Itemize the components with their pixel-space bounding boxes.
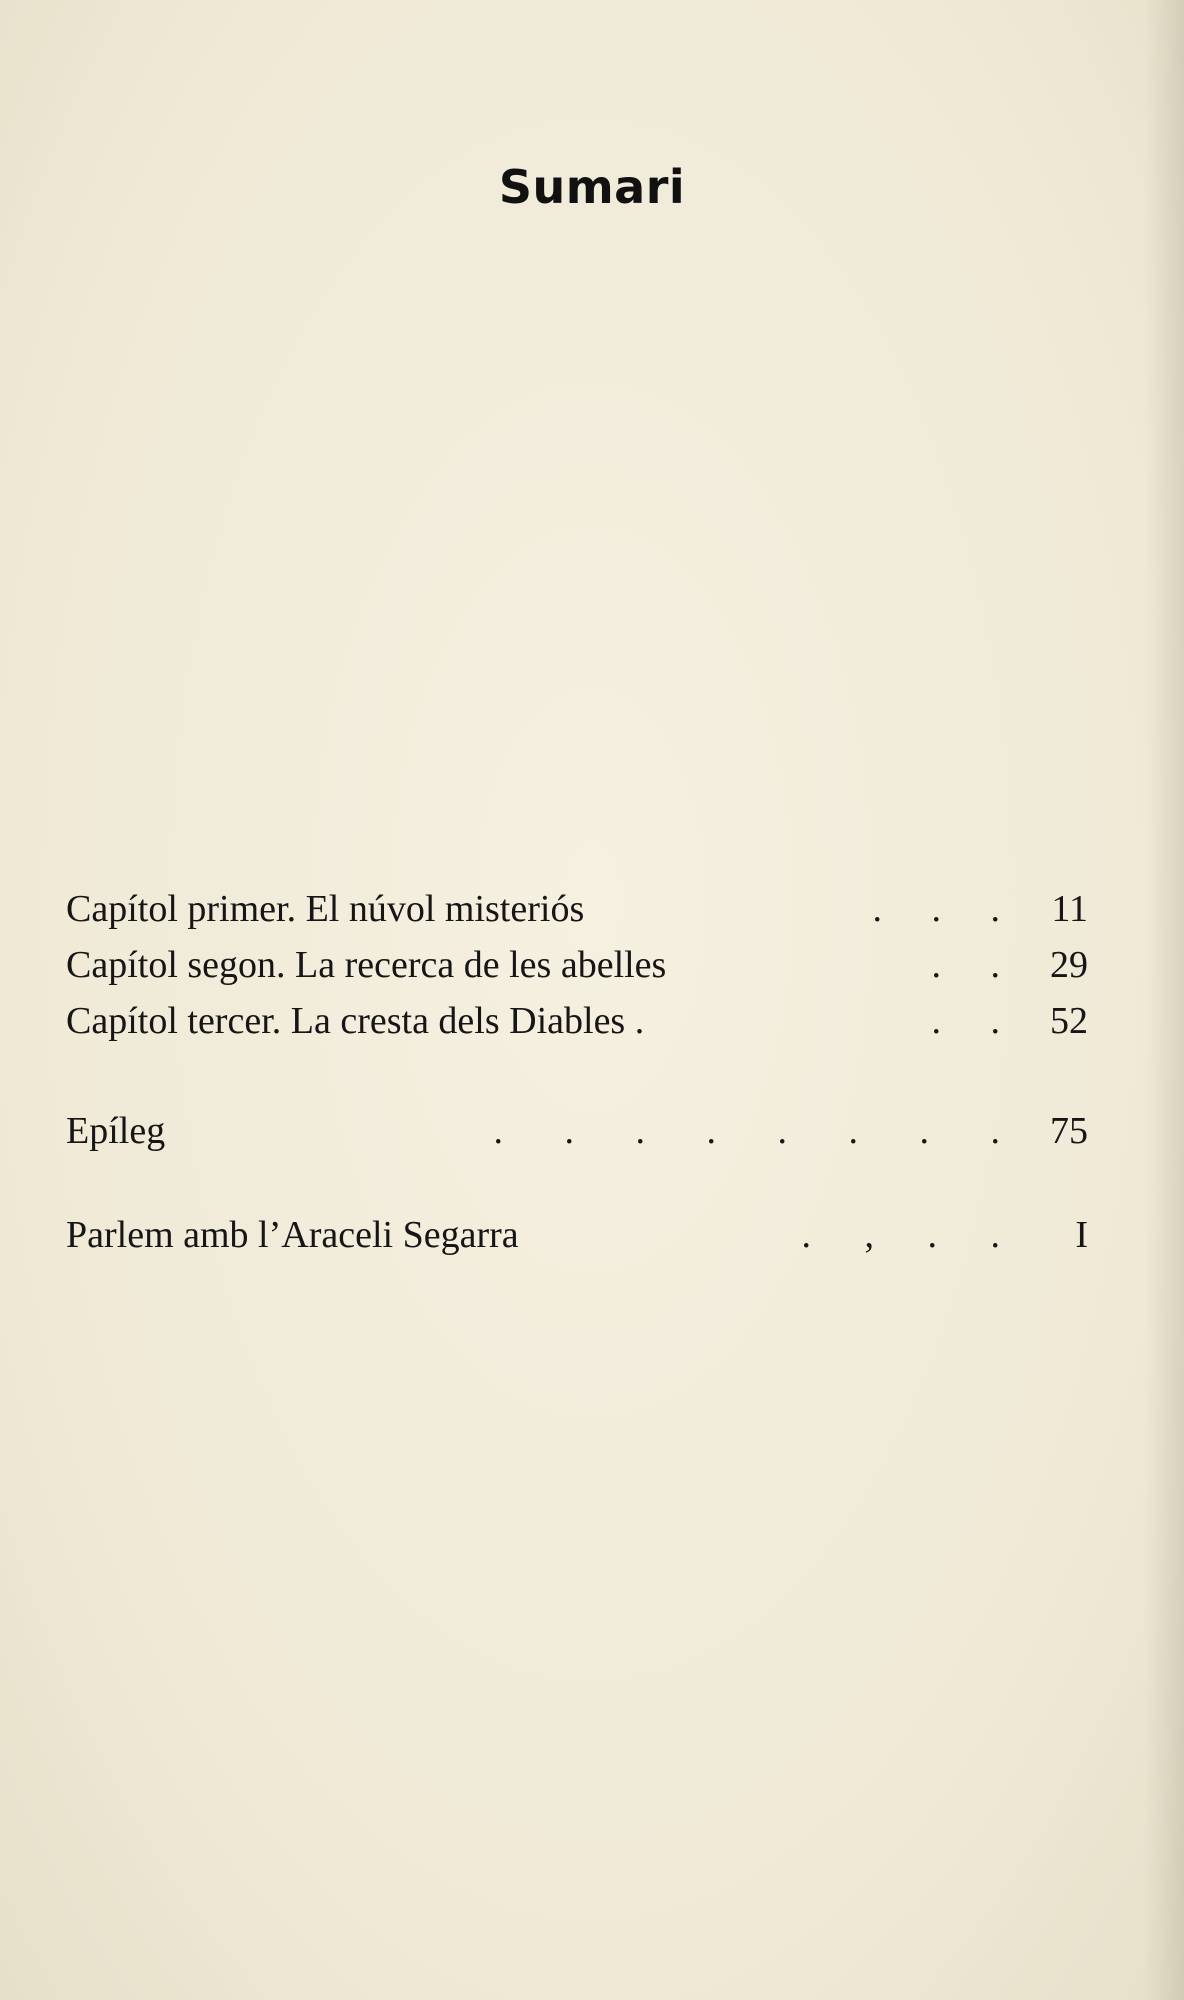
toc-entry-title: Epíleg xyxy=(66,1110,166,1152)
toc-entry-5 xyxy=(66,1208,1088,1262)
toc-entry-title: Capítol primer. El núvol misteriós xyxy=(66,888,585,930)
page-title: Sumari xyxy=(498,160,686,214)
toc-entry-4 xyxy=(66,1104,1088,1158)
toc-entry-title: Parlem amb l’Araceli Segarra xyxy=(66,1214,519,1256)
toc-entry-3 xyxy=(66,994,1088,1048)
toc-entry-1 xyxy=(66,882,1088,936)
page-edge-shadow xyxy=(1144,0,1184,2000)
toc-page-number: 11 xyxy=(1051,888,1088,930)
toc-page-number: I xyxy=(1075,1214,1088,1256)
toc-page-number: 75 xyxy=(1050,1110,1088,1152)
toc-leader-dots: . . xyxy=(931,944,1000,986)
toc-leader-dots: . . . . . . . . xyxy=(493,1110,1000,1152)
toc-leader-dots: . , . . xyxy=(801,1214,1000,1256)
toc-page-number: 52 xyxy=(1050,1000,1088,1042)
toc-entry-title: Capítol segon. La recerca de les abelles xyxy=(66,944,667,986)
toc-entry-2 xyxy=(66,938,1088,992)
toc-leader-dots: . . . xyxy=(872,888,1000,930)
toc-entry-title: Capítol tercer. La cresta dels Diables . xyxy=(66,1000,645,1042)
toc-page-number: 29 xyxy=(1050,944,1088,986)
toc-leader-dots: . . xyxy=(931,1000,1000,1042)
